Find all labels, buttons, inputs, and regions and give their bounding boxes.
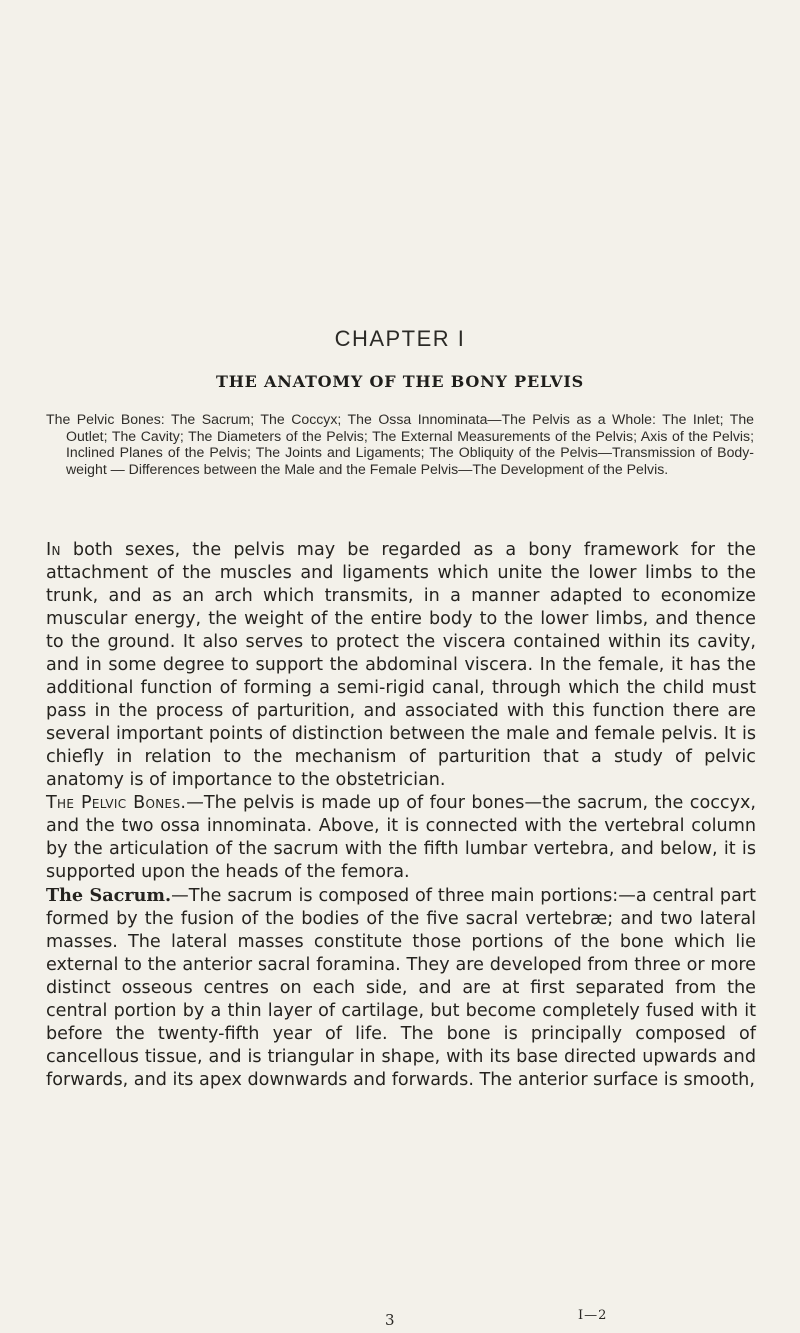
section-heading-pelvic-bones: The Pelvic Bones. bbox=[46, 793, 187, 813]
chapter-title: THE ANATOMY OF THE BONY PELVIS bbox=[216, 372, 584, 391]
paragraph-text: —The pelvis is made up of four bones—the sacrum, the coccyx, and the two ossa innominata. Above, it is connected with the vertebral column by the articulation of the sacrum with the fifth lumbar vertebra, and below, it is supported upon the heads of the femora. bbox=[46, 793, 756, 882]
paragraph-text: both sexes, the pelvis may be regarded as a bony framework for the attachment of the muscles and ligaments which unite the lower limbs to the trunk, and as an arch which transmits, in a manner adapted to economize muscular energy, the weight of the entire body to the lower limbs, and thence to the ground. It also serves to protect the viscera contained within its cavity, and in some degree to support the abdominal viscera. In the female, it has the additional function of forming a semi-rigid canal, through which the child must pass in the process of parturition, and associated with this function there are several important points of distinction between the male and female pelvis. It is chiefly in relation to the mechanism of parturition that a study of pelvic anatomy is of importance to the obstetrician. bbox=[46, 540, 756, 790]
page-number: 3 bbox=[385, 1311, 395, 1329]
paragraph-introduction bbox=[46, 539, 756, 792]
body-text bbox=[46, 539, 756, 1092]
chapter-heading: CHAPTER I bbox=[334, 326, 466, 351]
paragraph-lead-in: In bbox=[46, 540, 61, 560]
paragraph-text: —The sacrum is composed of three main portions:—a central part formed by the fusion of the bodies of the five sacral vertebræ; and two lateral masses. The lateral masses constitute those portions of the bone which lie external to the anterior sacral foramina. They are developed from three or more distinct osseous centres on each side, and are at first separated from the central portion by a thin layer of cartilage, but become completely fused with it before the twenty-fifth year of life. The bone is principally composed of cancellous tissue, and is triangular in shape, with its base directed upwards and forwards, and its apex downwards and forwards. The anterior surface is smooth, bbox=[46, 886, 756, 1090]
paragraph-pelvic-bones bbox=[46, 792, 756, 884]
section-heading-sacrum: The Sacrum. bbox=[46, 885, 172, 906]
paragraph-sacrum bbox=[46, 884, 756, 1092]
chapter-synopsis: The Pelvic Bones: The Sacrum; The Coccyx; The Ossa Innominata—The Pelvis as a Whole: The Inlet; The Outlet; The Cavity; The Diameters of the Pelvis; The External Measurements of the Pelvis; Axis of the Pelvis; Inclined Planes of the Pelvis; The Joints and Ligaments; The Obliquity of the Pelvis—Transmission of Body-weight — Differences between the Male and the Female Pelvis—The Development of the Pelvis. bbox=[46, 411, 754, 477]
signature-mark: I—2 bbox=[578, 1308, 608, 1323]
